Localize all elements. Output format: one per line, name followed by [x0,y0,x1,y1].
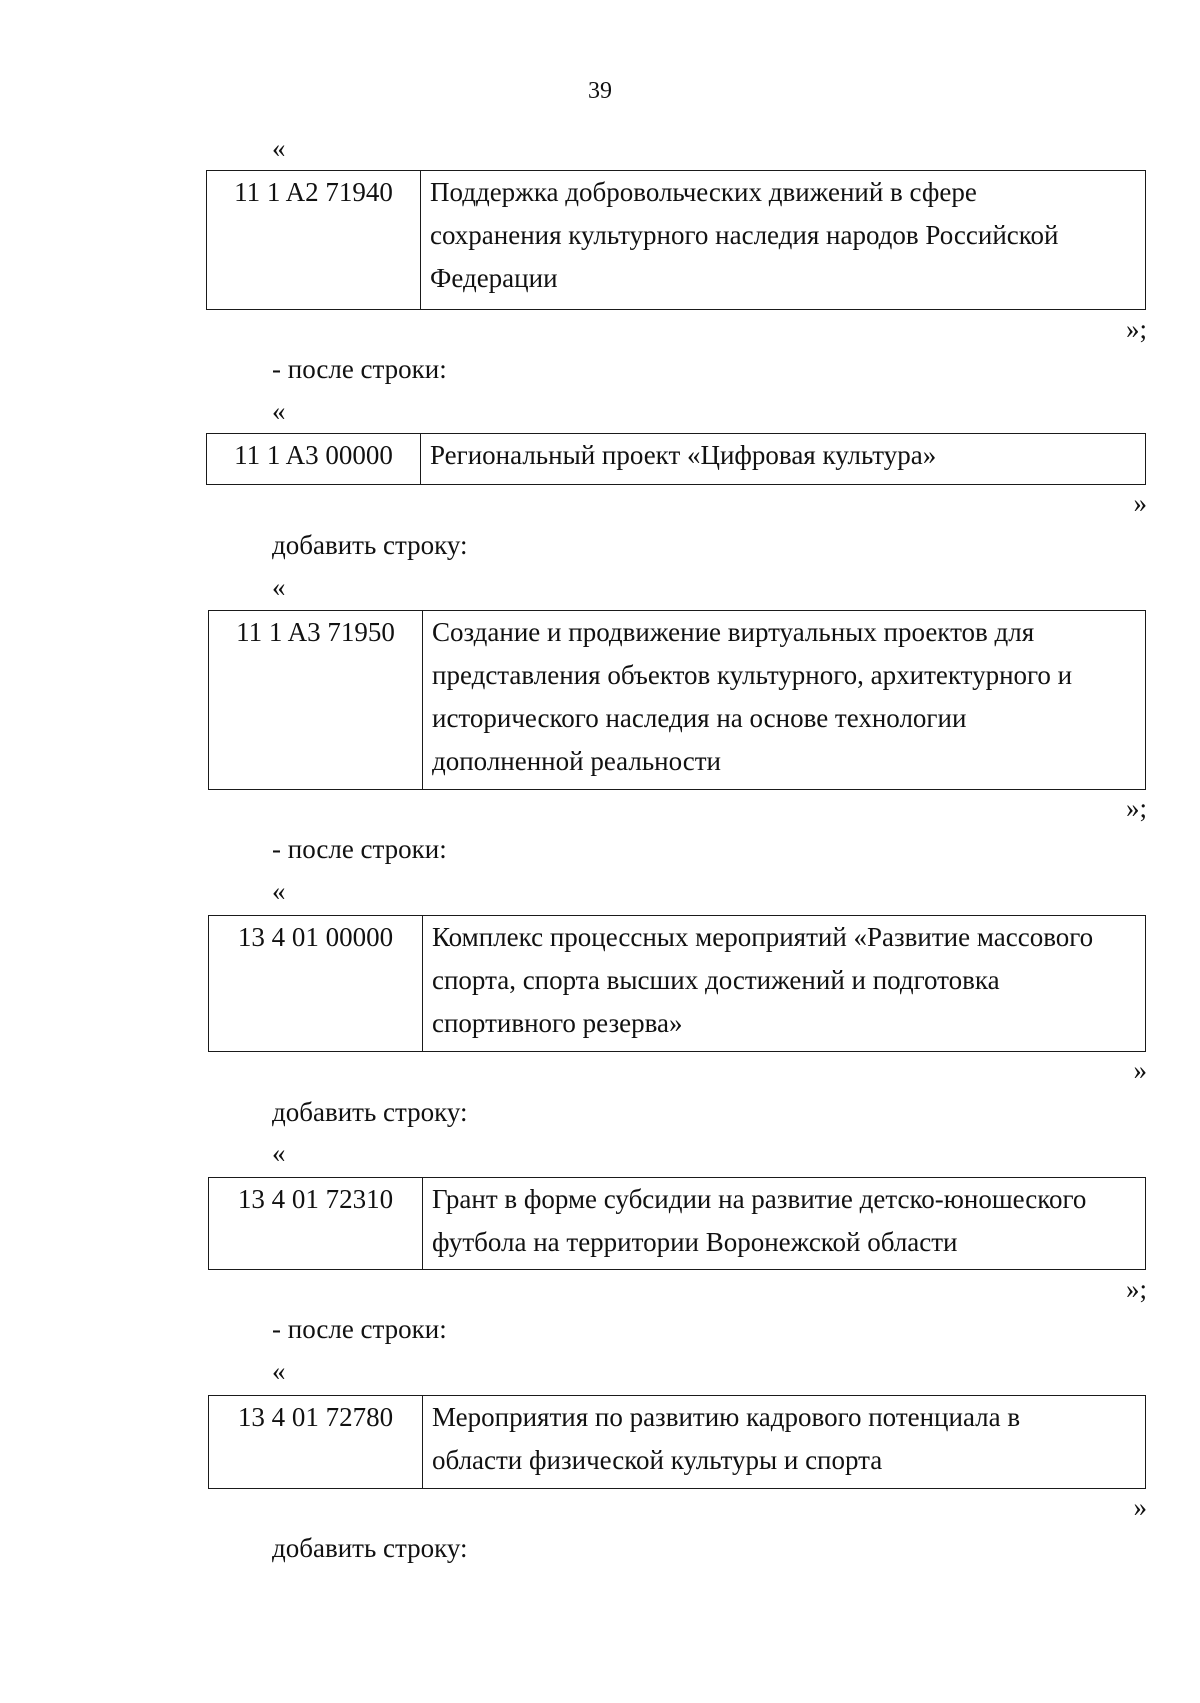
row-description: Грант в форме субсидии на развитие детско-юношеского футбола на территории Воронежской области [432,1184,1087,1257]
instruction-text: добавить строку: [272,530,468,560]
instruction-text: - после строки: [272,1314,447,1344]
page-number: 39 [588,78,612,104]
row-code: 13 4 01 72310 [209,1178,423,1269]
closing-quote: » [1133,488,1147,518]
closing-quote: »; [1125,1274,1147,1304]
closing-quote: » [1133,1492,1147,1522]
instruction-text: - после строки: [272,834,447,864]
opening-quote: « [272,876,286,906]
closing-quote: » [1133,1055,1147,1085]
row-description: Поддержка добровольческих движений в сфере сохранения культурного наследия народов Российской Федерации [430,177,1059,293]
row-code: 13 4 01 00000 [209,916,423,1051]
table-row [208,915,1146,1052]
table-row [206,433,1146,485]
row-description: Создание и продвижение виртуальных проектов для представления объектов культурного, архитектурного и исторического наследия на основе технологии дополненной реальности [432,617,1073,776]
opening-quote: « [272,1356,286,1386]
row-code: 11 1 A2 71940 [207,171,421,309]
closing-quote: »; [1125,793,1147,823]
row-description: Региональный проект «Цифровая культура» [430,440,937,470]
opening-quote: « [272,572,286,602]
row-description: Мероприятия по развитию кадрового потенциала в области физической культуры и спорта [432,1402,1021,1475]
row-description: Комплекс процессных мероприятий «Развитие массового спорта, спорта высших достижений и подготовка спортивного резерва» [432,922,1094,1038]
table-row [206,170,1146,310]
row-code: 11 1 A3 71950 [209,611,423,789]
opening-quote: « [272,1138,286,1168]
table-row [208,610,1146,790]
instruction-text: - после строки: [272,354,447,384]
row-code: 13 4 01 72780 [209,1396,423,1488]
row-code: 11 1 A3 00000 [207,434,421,484]
table-row [208,1177,1146,1270]
closing-quote: »; [1125,314,1147,344]
opening-quote: « [272,133,286,163]
instruction-text: добавить строку: [272,1097,468,1127]
instruction-text: добавить строку: [272,1533,468,1563]
table-row [208,1395,1146,1489]
opening-quote: « [272,396,286,426]
